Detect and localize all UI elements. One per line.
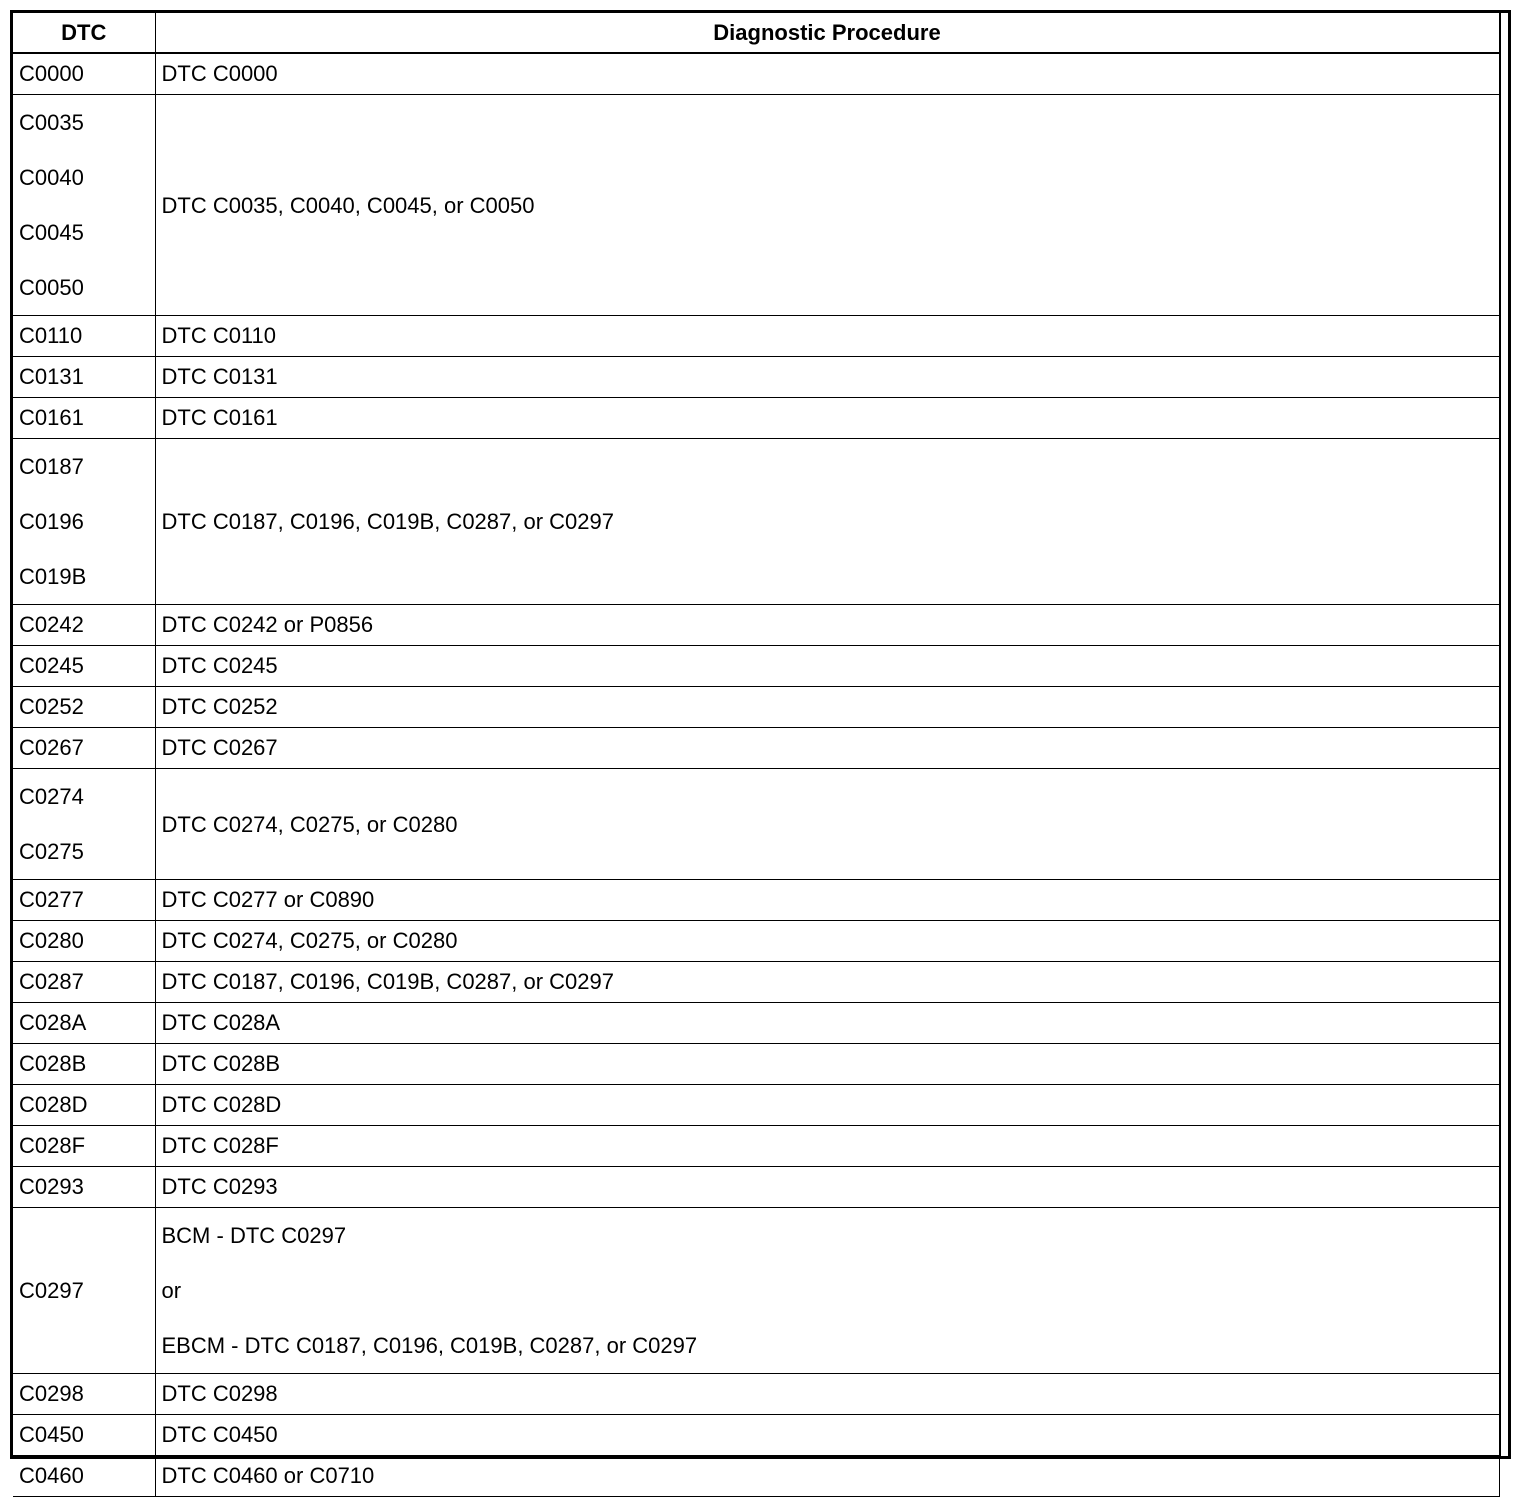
diagnostic-procedure-link[interactable]: DTC C0274, C0275, or C0280 [161,928,458,953]
dtc-code: C0274 [19,784,84,809]
diagnostic-procedure-cell [155,728,1499,769]
diagnostic-procedure-link[interactable]: DTC C0245 [161,653,278,678]
dtc-code-cell [13,962,155,1003]
dtc-table-frame [10,10,1511,1488]
diagnostic-procedure-link[interactable]: DTC C0000 [161,61,278,86]
dtc-code-cell [13,1415,155,1456]
dtc-code: C0267 [19,735,84,760]
right-border-rule [1499,13,1501,1456]
table-row [13,1456,1499,1497]
header-dtc: DTC [13,13,155,53]
diagnostic-procedure-cell [155,962,1499,1003]
dtc-code: C0196 [19,509,84,534]
header-diagnostic-procedure: Diagnostic Procedure [155,13,1499,53]
diagnostic-procedure-cell [155,646,1499,687]
dtc-code-cell [13,316,155,357]
dtc-code: C0287 [19,969,84,994]
diagnostic-procedure-cell [155,1167,1499,1208]
table-row [13,357,1499,398]
diagnostic-procedure-link[interactable]: DTC C0274, C0275, or C0280 [161,811,458,837]
diagnostic-procedure-cell [155,1456,1499,1497]
diagnostic-procedure-link[interactable]: DTC C0110 [161,323,277,348]
dtc-code-cell [13,646,155,687]
dtc-code-cell [13,398,155,439]
table-row [13,398,1499,439]
dtc-code-cell [13,1208,155,1374]
diagnostic-procedure-cell [155,357,1499,398]
dtc-table [13,13,1500,1497]
table-row [13,646,1499,687]
diagnostic-procedure-link[interactable]: DTC C0187, C0196, C019B, C0287, or C0297 [161,969,614,994]
dtc-code: C0242 [19,612,84,637]
dtc-code-cell [13,1003,155,1044]
table-row [13,769,1499,880]
dtc-code: C0035 [19,110,84,135]
diagnostic-procedure-cell [155,316,1499,357]
diagnostic-procedure-link[interactable]: DTC C0161 [161,405,278,430]
diagnostic-procedure-cell [155,1208,1499,1374]
table-row [13,1374,1499,1415]
diagnostic-procedure-cell [155,687,1499,728]
dtc-code: C0040 [19,165,84,190]
diagnostic-procedure-cell [155,1415,1499,1456]
dtc-code-cell [13,728,155,769]
table-row [13,1167,1499,1208]
diagnostic-procedure-cell [155,1085,1499,1126]
diagnostic-procedure-cell [155,769,1499,880]
dtc-code: C0000 [19,61,84,86]
diagnostic-procedure-cell [155,398,1499,439]
diagnostic-procedure-link[interactable]: EBCM - DTC C0187, C0196, C019B, C0287, or C0297 [161,1333,698,1358]
dtc-code: C0275 [19,839,84,864]
table-row [13,316,1499,357]
dtc-code-cell [13,439,155,605]
table-row [13,728,1499,769]
dtc-code: C028B [19,1051,87,1076]
dtc-code: C0298 [19,1381,84,1406]
dtc-code: C0187 [19,454,84,479]
diagnostic-procedure-cell [155,1126,1499,1167]
diagnostic-procedure-cell [155,1044,1499,1085]
dtc-code-cell [13,1167,155,1208]
diagnostic-procedure-link[interactable]: DTC C0242 or P0856 [161,612,374,637]
table-row [13,53,1499,95]
dtc-code-cell [13,1085,155,1126]
table-row [13,1085,1499,1126]
diagnostic-procedure-cell [155,605,1499,646]
diagnostic-procedure-link[interactable]: DTC C028A [161,1010,281,1035]
dtc-code: C0293 [19,1174,84,1199]
dtc-code-cell [13,880,155,921]
table-row [13,687,1499,728]
table-row [13,439,1499,605]
diagnostic-procedure-link[interactable]: DTC C0277 or C0890 [161,887,375,912]
diagnostic-procedure-cell [155,439,1499,605]
dtc-code: C028F [19,1133,86,1158]
table-row [13,962,1499,1003]
table-row [13,1415,1499,1456]
dtc-code-cell [13,769,155,880]
dtc-code: C019B [19,564,87,589]
diagnostic-procedure-cell [155,1374,1499,1415]
dtc-code-cell [13,53,155,95]
dtc-code: C0280 [19,928,84,953]
dtc-code: C0131 [19,364,84,389]
diagnostic-procedure-link[interactable]: BCM - DTC C0297 [161,1223,347,1248]
table-row [13,1208,1499,1374]
diagnostic-procedure-link[interactable]: DTC C0035, C0040, C0045, or C0050 [161,192,535,218]
dtc-code: C0460 [19,1463,84,1488]
dtc-code-cell [13,1044,155,1085]
diagnostic-procedure-link[interactable]: DTC C0267 [161,735,278,760]
table-row [13,1044,1499,1085]
diagnostic-procedure-link[interactable]: DTC C0450 [161,1422,278,1447]
dtc-code-cell [13,1374,155,1415]
table-row [13,880,1499,921]
dtc-code-cell [13,1456,155,1497]
dtc-code: C0110 [19,323,83,348]
dtc-code: C028A [19,1010,87,1035]
dtc-code-cell [13,687,155,728]
dtc-code-cell [13,1126,155,1167]
diagnostic-procedure-link[interactable]: DTC C0252 [161,694,278,719]
diagnostic-procedure-link[interactable]: DTC C028B [161,1051,281,1076]
diagnostic-procedure-link[interactable]: DTC C028D [161,1092,282,1117]
table-body [13,53,1499,1497]
dtc-code: C028D [19,1092,88,1117]
dtc-code-cell [13,357,155,398]
table-header-row [13,13,1499,53]
diagnostic-procedure-cell [155,880,1499,921]
dtc-code: C0297 [19,1278,84,1303]
dtc-code: C0050 [19,275,84,300]
dtc-code-cell [13,95,155,316]
dtc-code: C0045 [19,220,84,245]
dtc-code: C0245 [19,653,84,678]
diagnostic-procedure-cell [155,1003,1499,1044]
dtc-code-cell [13,605,155,646]
dtc-code: C0450 [19,1422,84,1447]
diagnostic-procedure-cell [155,921,1499,962]
diagnostic-procedure-link[interactable]: DTC C0131 [161,364,278,389]
dtc-code-cell [13,921,155,962]
diagnostic-procedure-cell [155,53,1499,95]
table-row [13,1126,1499,1167]
diagnostic-procedure-cell [155,95,1499,316]
dtc-code: C0161 [19,405,84,430]
table-row [13,605,1499,646]
dtc-code: C0252 [19,694,84,719]
diagnostic-procedure-link[interactable]: or [161,1278,182,1303]
diagnostic-procedure-link[interactable]: DTC C0293 [161,1174,278,1199]
table-row [13,921,1499,962]
diagnostic-procedure-link[interactable]: DTC C0298 [161,1381,278,1406]
dtc-code: C0277 [19,887,84,912]
diagnostic-procedure-link[interactable]: DTC C028F [161,1133,279,1158]
table-row [13,1003,1499,1044]
diagnostic-procedure-link[interactable]: DTC C0460 or C0710 [161,1463,375,1488]
diagnostic-procedure-link[interactable]: DTC C0187, C0196, C019B, C0287, or C0297 [161,509,614,534]
table-row [13,95,1499,316]
